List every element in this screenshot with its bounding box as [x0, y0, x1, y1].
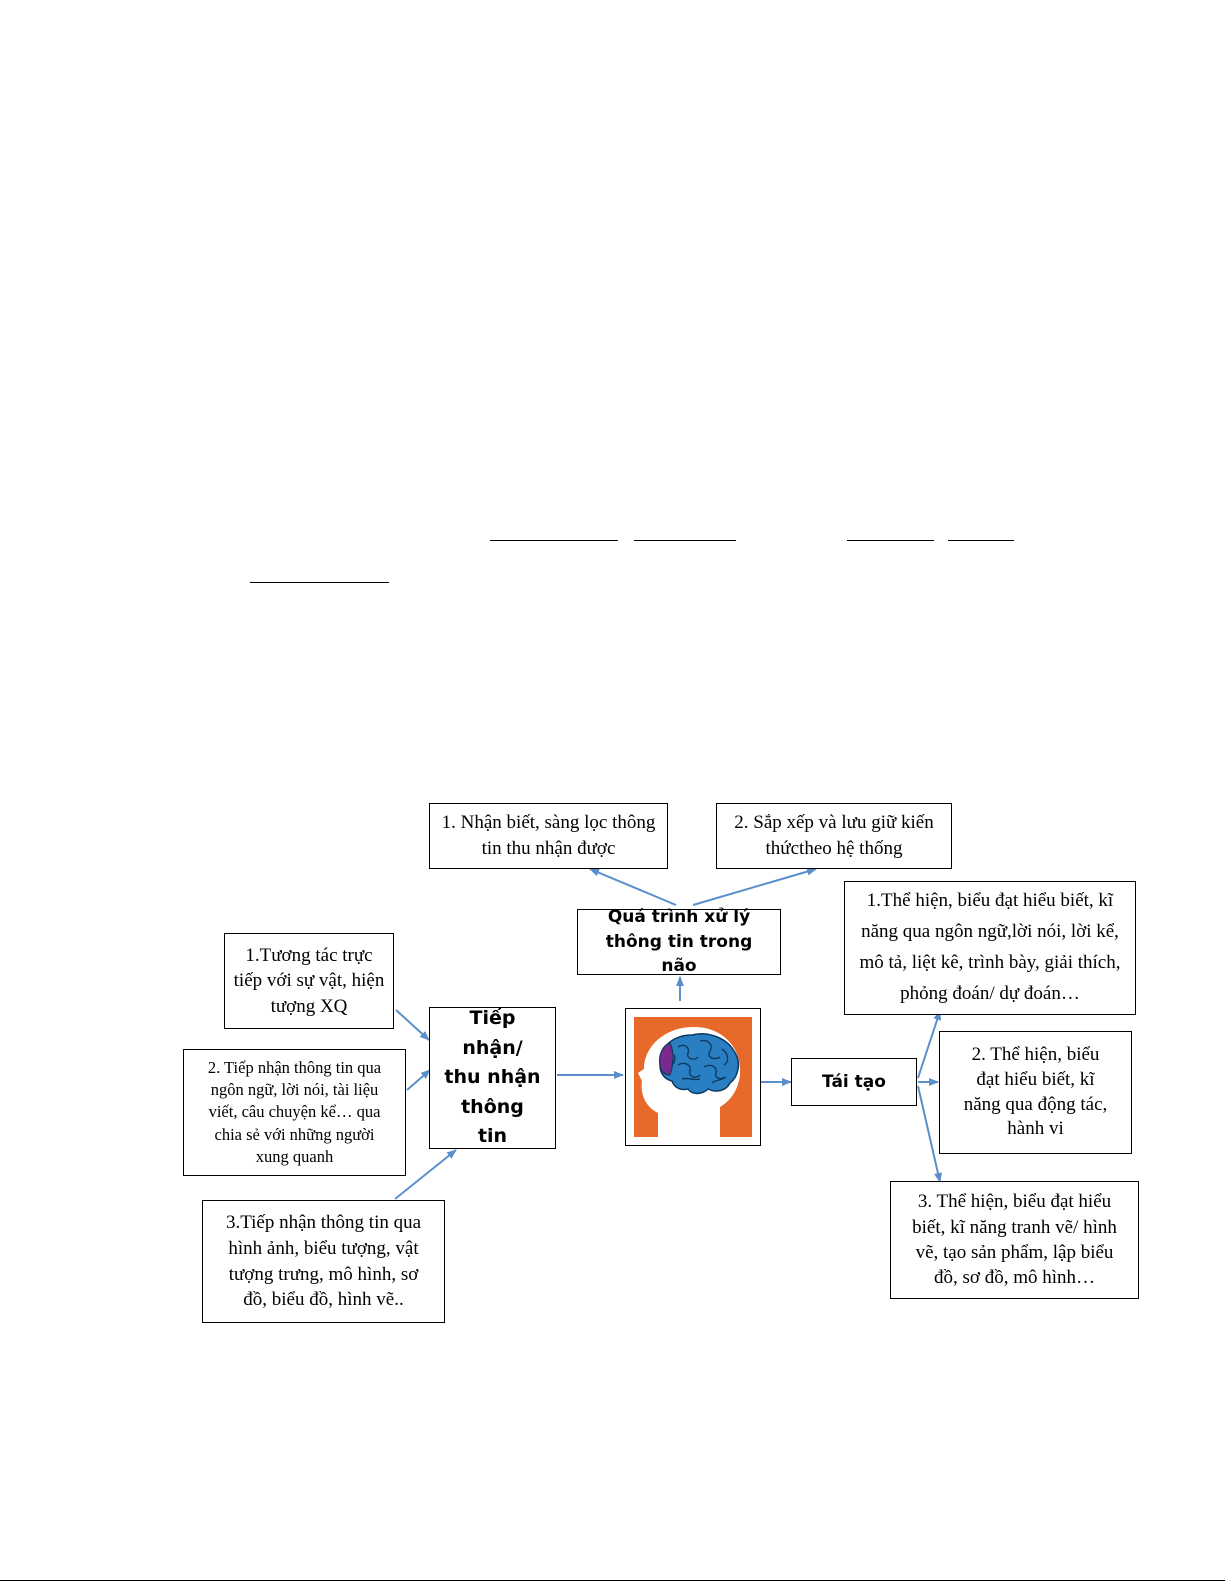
- input-box-2: [183, 1049, 406, 1176]
- input-box-3-text: 3.Tiếp nhận thông tin qua hình ảnh, biểu tượng, vật tượng trưng, mô hình, sơ đồ, biểu đồ, hình vẽ..: [225, 1211, 422, 1311]
- output-box-2: [939, 1031, 1132, 1154]
- recreate-box-text: Tái tạo: [822, 1072, 886, 1092]
- input-box-2-text: 2. Tiếp nhận thông tin qua ngôn ngữ, lời nói, tài liệu viết, câu chuyện kể… qua chia sẻ với những người xung quanh: [207, 1058, 382, 1166]
- recreate-box: [791, 1058, 917, 1106]
- arrow-input2: [407, 1070, 430, 1090]
- process-output-1: [429, 803, 668, 869]
- arrow-input1: [396, 1010, 429, 1040]
- output-box-1: [844, 881, 1136, 1015]
- process-box-text: Quá trình xử lý thông tin trong não: [605, 907, 753, 977]
- process-output-2: [716, 803, 952, 869]
- center-box-text: Tiếp nhận/ thu nhận thông tin: [444, 1007, 541, 1148]
- process-box: [577, 909, 781, 975]
- input-box-1: [224, 933, 394, 1029]
- brain-image-frame: [625, 1008, 761, 1146]
- arrow-recreate-to-output3: [918, 1086, 940, 1182]
- process-output-2-text: 2. Sắp xếp và lưu giữ kiến thứctheo hệ thống: [734, 812, 934, 859]
- brain-head-icon: [634, 1017, 752, 1137]
- output-box-3: [890, 1181, 1139, 1299]
- output-box-2-text: 2. Thể hiện, biểu đạt hiểu biết, kĩ năng qua động tác, hành vi: [963, 1044, 1108, 1140]
- page-bottom-rule: [0, 1580, 1225, 1581]
- arrow-process-to-out2: [693, 869, 816, 905]
- output-box-3-text: 3. Thể hiện, biểu đạt hiểu biết, kĩ năng tranh vẽ/ hình vẽ, tạo sản phẩm, lập biểu đồ, sơ đồ, mô hình…: [912, 1191, 1117, 1289]
- arrow-process-to-out1: [590, 869, 676, 905]
- input-box-3: [202, 1200, 445, 1323]
- process-output-1-text: 1. Nhận biết, sàng lọc thông tin thu nhận được: [441, 812, 656, 859]
- arrow-recreate-to-output1: [918, 1011, 940, 1078]
- output-box-1-text: 1.Thể hiện, biểu đạt hiểu biết, kĩ năng qua ngôn ngữ,lời nói, lời kể, mô tả, liệt kê, trình bày, giải thích, phỏng đoán/ dự đoán…: [859, 890, 1121, 1004]
- center-box: [429, 1007, 556, 1149]
- input-box-1-text: 1.Tương tác trực tiếp với sự vật, hiện tượng XQ: [233, 945, 385, 1017]
